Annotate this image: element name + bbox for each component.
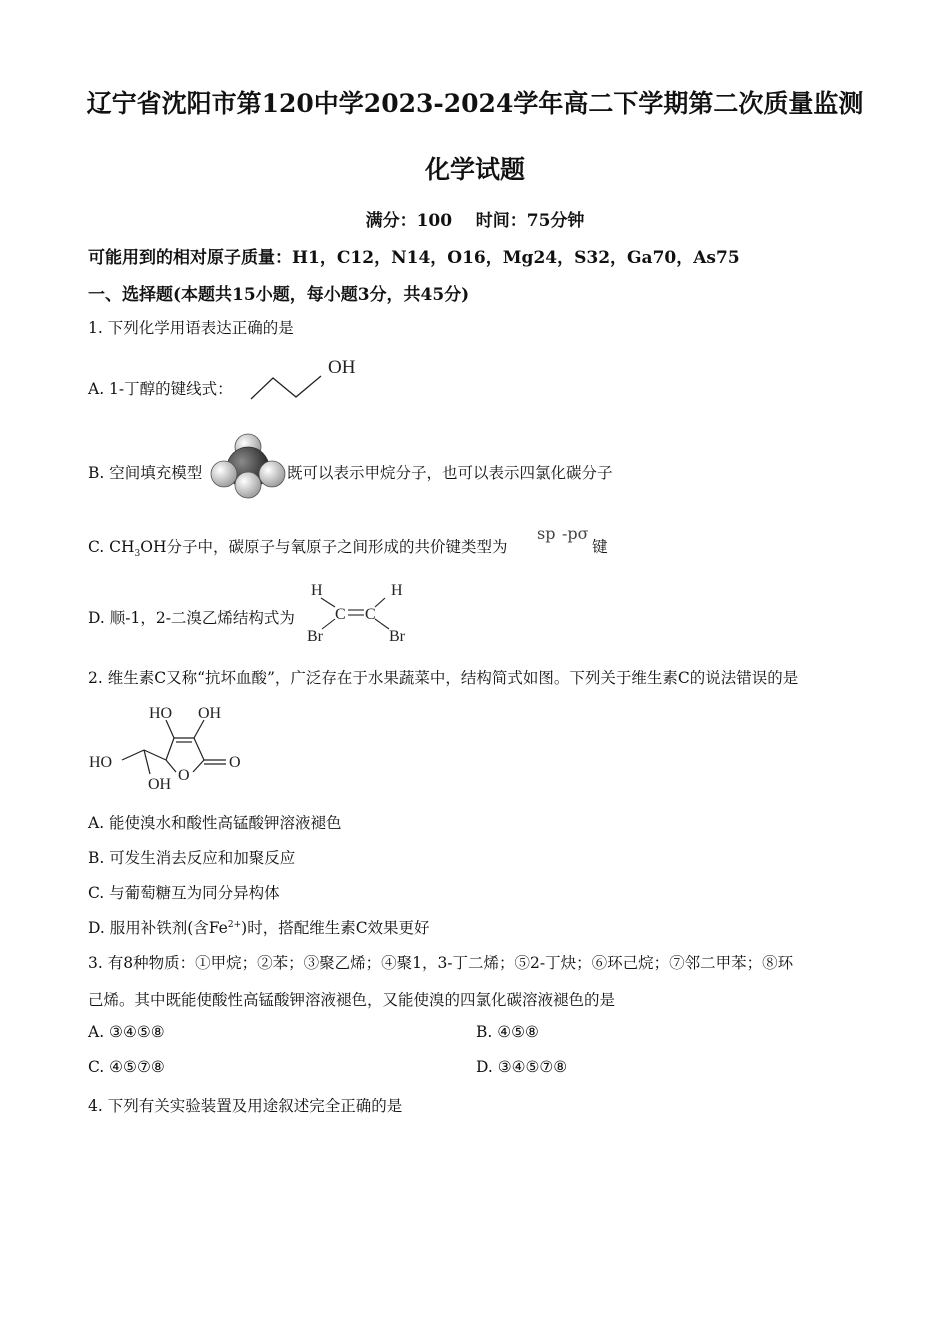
q1-c-sp: sp [537,524,556,543]
q2-option-b: B. 可发生消去反应和加聚反应 [88,849,296,867]
d-br-right: Br [389,628,405,645]
d-c-left: C [335,606,346,623]
vc-carbonyl-o: O [229,754,241,771]
butanol-skeletal-formula [246,354,376,404]
q3-option-d: D. ③④⑤⑦⑧ [476,1058,568,1076]
dibromoethene-structure [305,578,415,646]
q3-stem-line2: 己烯。其中既能使酸性高锰酸钾溶液褪色，又能使溴的四氯化碳溶液褪色的是 [88,991,616,1009]
score-time: 满分：100 时间：75分钟 [365,211,585,231]
q3-option-a: A. ③④⑤⑧ [88,1023,165,1041]
title-line1: 辽宁省沈阳市第120中学2023-2024学年高二下学期第二次质量监测 [86,89,864,118]
q1-option-a: A. 1-丁醇的键线式： [88,380,233,398]
d-c-right: C [365,606,376,623]
vc-ring-o: O [178,767,190,784]
q1-c-psigma: -pσ [562,524,589,543]
q2-option-c: C. 与葡萄糖互为同分异构体 [88,884,280,902]
q2-d-sup: 2+ [227,919,242,930]
q1-c-part1: C. CH [88,538,135,556]
section-heading: 一、选择题(本题共15小题，每小题3分，共45分) [88,285,470,305]
q3-stem-line1: 3. 有8种物质：①甲烷；②苯；③聚乙烯；④聚1，3-丁二烯；⑤2-丁炔；⑥环己烷；⑦邻二甲苯；⑧环 [88,954,794,972]
q1-c-sub: 3 [134,549,141,560]
q4-stem: 4. 下列有关实验装置及用途叙述完全正确的是 [88,1097,403,1115]
q1-stem: 1. 下列化学用语表达正确的是 [88,319,294,337]
q1-option-c [88,535,508,559]
d-h-right: H [391,582,403,599]
vc-oh-bottom: OH [148,776,172,793]
vc-ho-top: HO [149,705,173,722]
q2-d-pre: D. 服用补铁剂(含Fe [88,919,228,937]
q3-option-c: C. ④⑤⑦⑧ [88,1058,165,1076]
space-filling-model-icon [209,433,287,499]
d-h-left: H [311,582,323,599]
q1-option-b-post: 既可以表示甲烷分子，也可以表示四氯化碳分子 [287,464,613,482]
q3-option-b: B. ④⑤⑧ [476,1023,539,1041]
vc-oh-top: OH [198,705,222,722]
atomic-masses: 可能用到的相对原子质量：H1，C12，N14，O16，Mg24，S32，Ga70，As75 [88,248,740,268]
q2-d-post: )时，搭配维生素C效果更好 [241,919,430,937]
butanol-oh-label: OH [328,357,356,378]
title-line2: 化学试题 [424,155,525,184]
q1-option-b-pre: B. 空间填充模型 [88,464,203,482]
q1-c-post: 键 [592,538,608,556]
q1-option-d: D. 顺-1，2-二溴乙烯结构式为 [88,609,295,627]
q1-c-part2: OH分子中，碳原子与氧原子之间形成的共价键类型为 [140,538,508,556]
q2-option-d [88,916,430,938]
q2-option-a: A. 能使溴水和酸性高锰酸钾溶液褪色 [88,814,342,832]
d-br-left: Br [307,628,323,645]
vitamin-c-structure [86,700,256,796]
q2-stem: 2. 维生素C又称“抗坏血酸”，广泛存在于水果蔬菜中，结构简式如图。下列关于维生素C的说法错误的是 [88,669,799,687]
vc-ho-left: HO [89,754,113,771]
